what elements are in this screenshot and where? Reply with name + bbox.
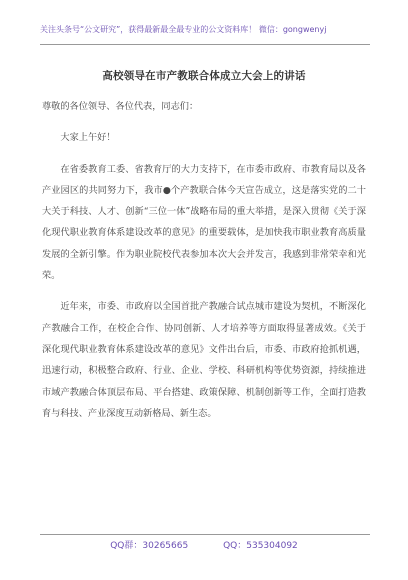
document-body (42, 96, 366, 434)
footer-contacts (0, 538, 408, 551)
header-promo-note: 关注头条号“公文研究”，获得最新最全最专业的公文资料库！ 微信：gongwenyj (40, 25, 327, 34)
body-paragraph-1: 在省委教育工委、省教育厅的大力支持下，在市委市政府、市教育局以及各产业园区的共同努力下，我市●个产教联合体今天宣告成立，这是落实党的二十大关于科技、人才、创新“三位一体”战略布局的重大举措，是深入贯彻《关于深化现代职业教育体系建设改革的意见》的重要载体，是加快我市职业教育高质量发展的全新引擎。作为职业院校代表参加本次大会并发言，我感到非常荣幸和光荣。 (42, 163, 366, 282)
salutation: 尊敬的各位领导、各位代表，同志们： (42, 101, 199, 112)
body-paragraph-2: 近年来，市委、市政府以全国首批产教融合试点城市建设为契机，不断深化产教融合工作，在校企合作、协同创新、人才培养等方面取得显著成效。《关于深化现代职业教育体系建设改革的意见》文件出台后，市委、市政府抢抓机遇，迅速行动，积极整合政府、行业、企业、学校、科研机构等优势资源，持续推进市域产教融合体顶层布局、平台搭建、政策保障、机制创新等工作，全面打造教育与科技、产业深度互动新格局、新生态。 (42, 301, 366, 419)
footer-divider (40, 534, 370, 535)
document-title: 高校领导在市产教联合体成立大会上的讲话 (102, 70, 306, 82)
greeting: 大家上午好！ (60, 132, 116, 144)
footer-qq-group: QQ群：30265665 (110, 541, 189, 551)
header-divider (40, 44, 370, 45)
footer-qq: QQ：535304092 (223, 541, 298, 551)
